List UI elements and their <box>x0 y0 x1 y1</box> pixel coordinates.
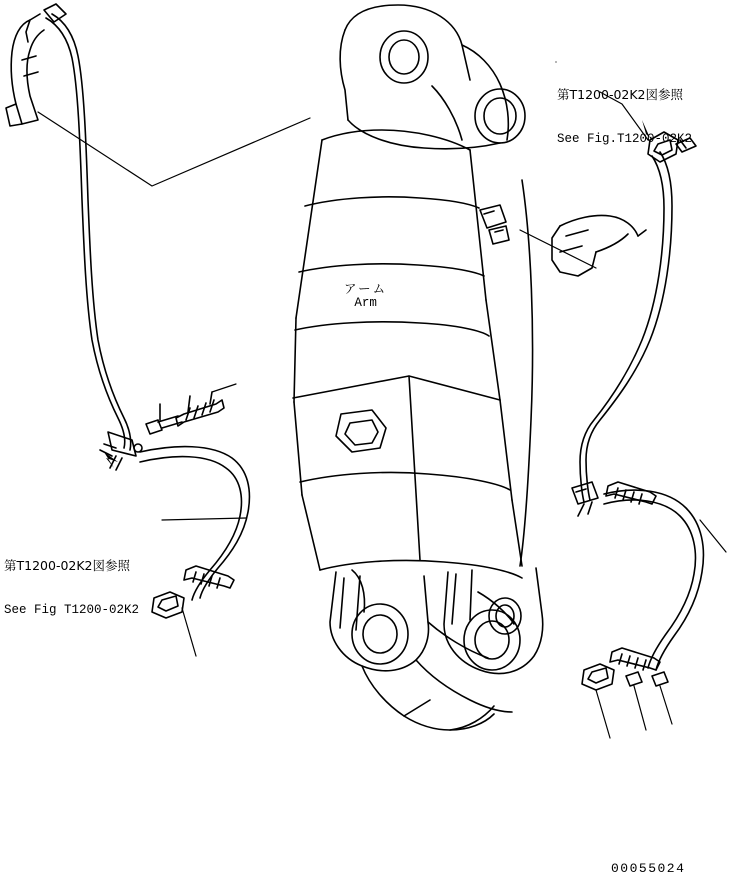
part-label-jp: アーム <box>344 281 388 296</box>
annotation-top-right-jp: 第T1200-02K2図参照 <box>557 87 684 102</box>
annotation-top-right-en: See Fig.T1200-02K2 <box>557 132 693 146</box>
right-hydraulic-line <box>552 132 696 516</box>
annotation-bottom-left-jp: 第T1200-02K2図参照 <box>4 558 131 573</box>
right-fastener-group <box>582 482 726 738</box>
right-lower-hose <box>604 490 703 670</box>
part-label-arm <box>344 281 387 311</box>
drawing-number: 00055024 <box>611 861 686 876</box>
part-label-en: Arm <box>354 296 377 310</box>
arm-body <box>293 5 543 730</box>
annotation-bottom-left <box>4 528 139 648</box>
annotation-top-right <box>557 57 692 177</box>
annotation-bottom-left-en: See Fig T1200-02K2 <box>4 603 140 617</box>
left-hydraulic-line <box>6 4 136 470</box>
